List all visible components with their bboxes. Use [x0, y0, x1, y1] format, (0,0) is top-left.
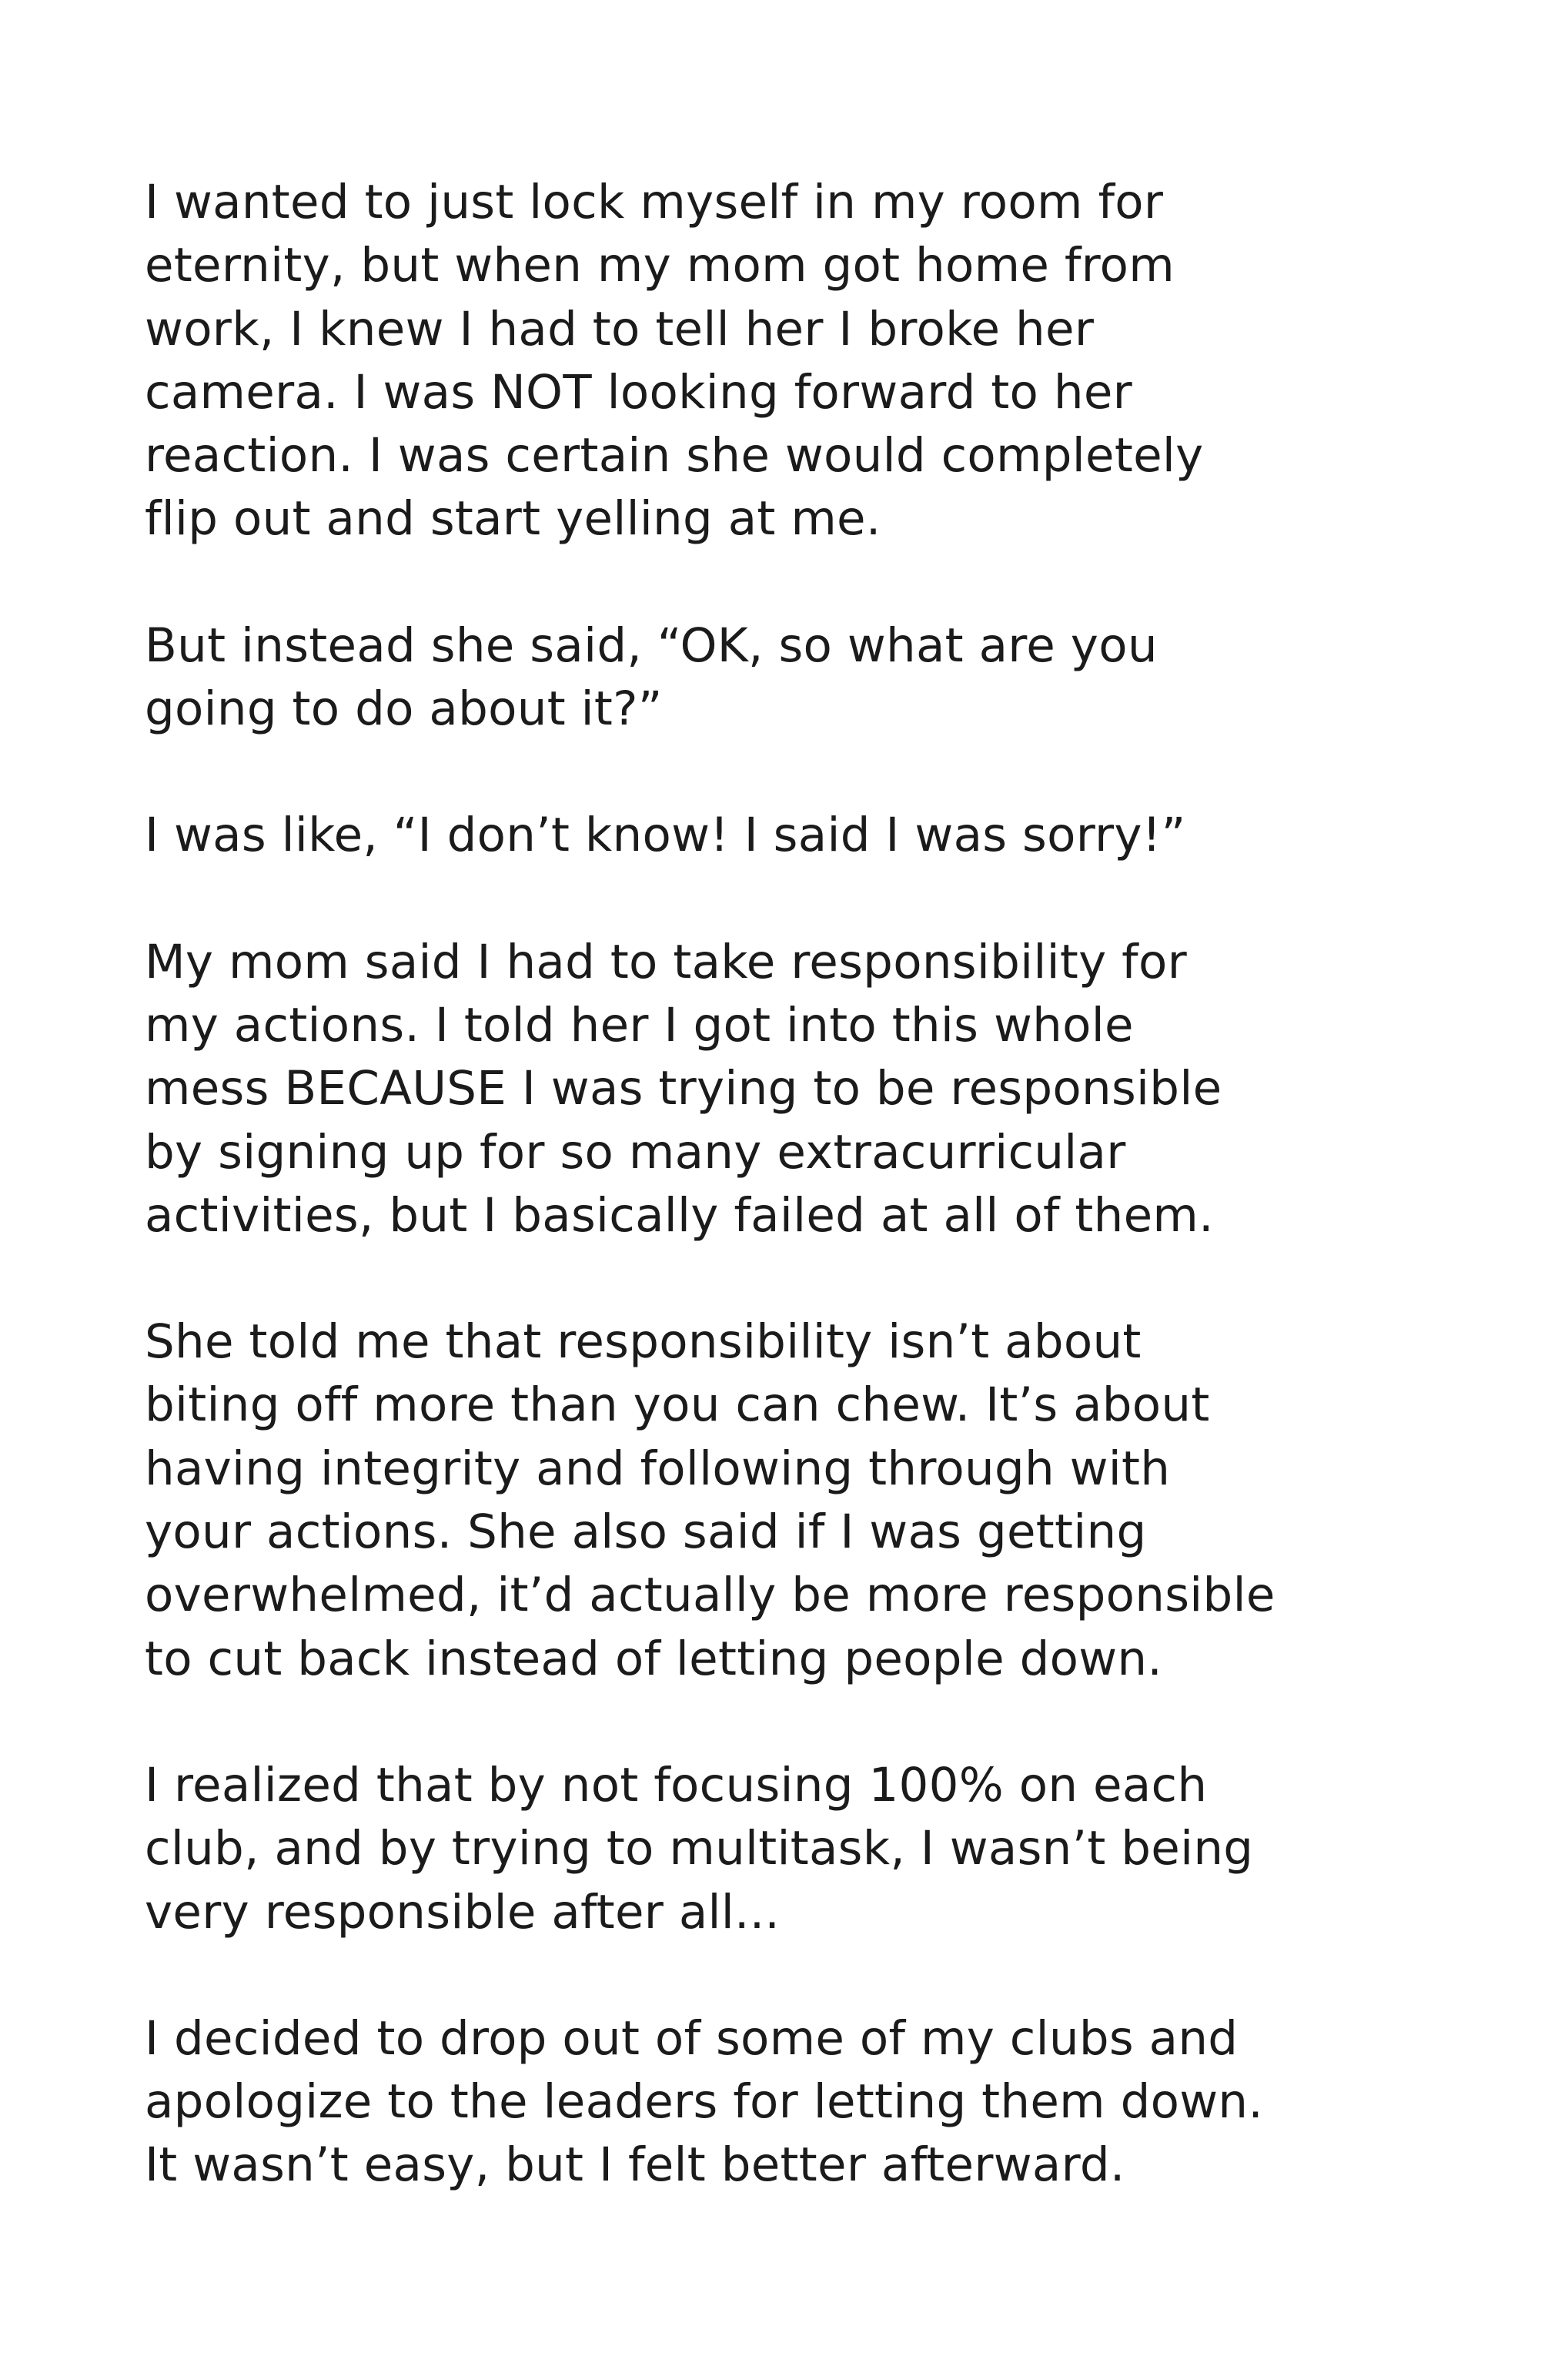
text-line: to cut back instead of letting people down. [145, 1631, 1163, 1686]
text-line: But instead she said, “OK, so what are you [145, 618, 1158, 673]
paragraph-7 [145, 2007, 1453, 2197]
text-line: by signing up for so many extracurricular [145, 1124, 1126, 1180]
text-line: very responsible after all... [145, 1884, 781, 1940]
text-line: overwhelmed, it’d actually be more responsible [145, 1568, 1275, 1623]
text-line: She told me that responsibility isn’t about [145, 1314, 1142, 1370]
text-line: club, and by trying to multitask, I wasn’t being [145, 1821, 1254, 1876]
text-line: your actions. She also said if I was getting [145, 1505, 1147, 1560]
paragraph-6 [145, 1754, 1453, 1944]
text-line: My mom said I had to take responsibility for [145, 934, 1187, 989]
text-line: reaction. I was certain she would completely [145, 428, 1204, 484]
text-line: going to do about it?” [145, 681, 663, 737]
paragraph-5 [145, 1310, 1453, 1691]
paragraph-3 [145, 804, 1453, 867]
paragraph-1 [145, 171, 1453, 551]
text-line: eternity, but when my mom got home from [145, 238, 1175, 293]
story-page [145, 171, 1453, 2261]
text-line: It wasn’t easy, but I felt better afterward. [145, 2137, 1125, 2193]
text-line: having integrity and following through with [145, 1441, 1171, 1496]
text-line: I wanted to just lock myself in my room for [145, 175, 1164, 229]
text-line: work, I knew I had to tell her I broke her [145, 301, 1095, 356]
paragraph-2 [145, 614, 1453, 741]
text-line: my actions. I told her I got into this whole [145, 997, 1134, 1053]
text-line: camera. I was NOT looking forward to her [145, 364, 1133, 420]
text-line: mess BECAUSE I was trying to be responsible [145, 1061, 1222, 1116]
text-line: I was like, “I don’t know! I said I was sorry!” [145, 808, 1186, 863]
text-line: I decided to drop out of some of my clubs and [145, 2010, 1239, 2066]
text-line: biting off more than you can chew. It’s about [145, 1377, 1210, 1433]
text-line: I realized that by not focusing 100% on each [145, 1757, 1208, 1812]
text-line: apologize to the leaders for letting them down. [145, 2074, 1264, 2130]
paragraph-4 [145, 931, 1453, 1247]
text-line: activities, but I basically failed at all of them. [145, 1187, 1214, 1243]
text-line: flip out and start yelling at me. [145, 491, 881, 547]
